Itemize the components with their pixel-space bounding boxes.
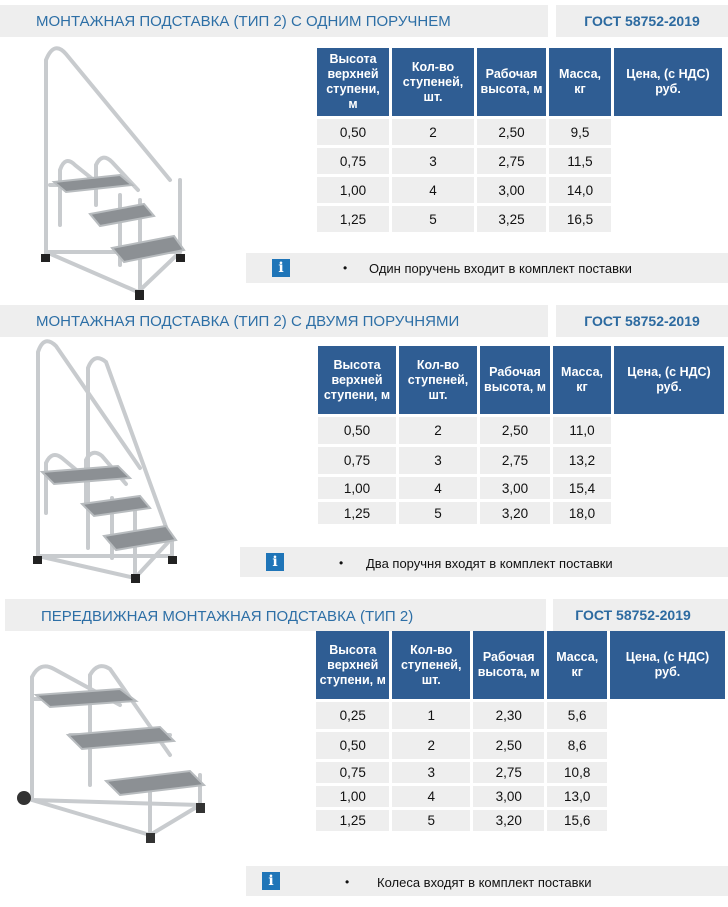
cell-work-height: 2,50 [480,417,550,444]
table-row [318,447,724,474]
cell-mass: 11,5 [549,148,611,174]
cell-height: 0,75 [317,148,389,174]
info-icon: i [262,872,280,890]
cell-mass: 5,6 [547,702,607,729]
cell-mass: 18,0 [553,502,611,524]
table-row [317,177,722,203]
cell-work-height: 3,00 [477,177,546,203]
table-row [317,119,722,145]
ladder-two-handrails-image [20,338,190,583]
cell-price [610,810,725,831]
cell-steps: 2 [392,119,474,145]
cell-mass: 15,4 [553,477,611,499]
cell-steps: 5 [392,206,474,232]
cell-steps: 2 [392,732,470,759]
cell-price [610,732,725,759]
cell-height: 0,75 [316,762,389,783]
cell-price [614,177,722,203]
cell-height: 0,25 [316,702,389,729]
cell-price [610,762,725,783]
cell-price [610,702,725,729]
col-header-price: Цена, (с НДС) руб. [610,631,725,699]
bullet-icon: • [345,875,350,889]
cell-steps: 4 [392,786,470,807]
cell-mass: 15,6 [547,810,607,831]
table-row [318,502,724,524]
table-row [316,786,725,807]
cell-steps: 2 [399,417,477,444]
spec-table [313,628,728,834]
cell-height: 0,50 [317,119,389,145]
cell-mass: 11,0 [553,417,611,444]
cell-work-height: 3,20 [480,502,550,524]
cell-price [614,447,724,474]
ladder-mobile-image [10,655,215,850]
table-row [316,732,725,759]
cell-height: 1,25 [318,502,396,524]
cell-price [614,119,722,145]
cell-work-height: 2,75 [477,148,546,174]
cell-work-height: 3,25 [477,206,546,232]
info-icon: i [266,553,284,571]
col-header-height: Высота верхней ступени, м [318,346,396,414]
gost-label: ГОСТ 58752-2019 [584,13,700,29]
cell-mass: 16,5 [549,206,611,232]
cell-work-height: 2,75 [480,447,550,474]
cell-price [614,502,724,524]
table-row [316,762,725,783]
col-header-steps: Кол-во ступеней, шт. [392,631,470,699]
col-header-price: Цена, (с НДС) руб. [614,346,724,414]
cell-height: 1,25 [316,810,389,831]
cell-mass: 14,0 [549,177,611,203]
cell-work-height: 2,50 [473,732,544,759]
col-header-work-height: Рабочая высота, м [480,346,550,414]
bullet-icon: • [339,556,344,570]
cell-mass: 13,0 [547,786,607,807]
cell-mass: 10,8 [547,762,607,783]
info-icon: i [272,259,290,277]
table-row [318,417,724,444]
cell-steps: 5 [399,502,477,524]
cell-work-height: 2,75 [473,762,544,783]
cell-work-height: 2,30 [473,702,544,729]
cell-mass: 9,5 [549,119,611,145]
col-header-work-height: Рабочая высота, м [473,631,544,699]
cell-height: 0,75 [318,447,396,474]
gost-label: ГОСТ 58752-2019 [575,607,691,623]
table-header-row [317,48,722,116]
col-header-height: Высота верхней ступени, м [316,631,389,699]
col-header-steps: Кол-во ступеней, шт. [399,346,477,414]
cell-steps: 4 [392,177,474,203]
bullet-icon: • [343,261,348,275]
table-row [318,477,724,499]
cell-steps: 1 [392,702,470,729]
col-header-mass: Масса, кг [547,631,607,699]
info-note-text: Колеса входят в комплект поставки [377,875,592,890]
cell-price [614,477,724,499]
cell-steps: 3 [399,447,477,474]
cell-height: 1,25 [317,206,389,232]
cell-price [614,417,724,444]
cell-steps: 4 [399,477,477,499]
cell-work-height: 3,00 [473,786,544,807]
table-row [317,206,722,232]
cell-steps: 5 [392,810,470,831]
cell-height: 1,00 [316,786,389,807]
cell-work-height: 2,50 [477,119,546,145]
cell-height: 0,50 [318,417,396,444]
cell-mass: 8,6 [547,732,607,759]
cell-price [614,148,722,174]
table-row [316,702,725,729]
section-title: МОНТАЖНАЯ ПОДСТАВКА (ТИП 2) С ДВУМЯ ПОРУЧНЯМИ [36,313,460,330]
cell-work-height: 3,00 [480,477,550,499]
table-header-row [316,631,725,699]
cell-steps: 3 [392,148,474,174]
cell-height: 0,50 [316,732,389,759]
cell-work-height: 3,20 [473,810,544,831]
gost-label: ГОСТ 58752-2019 [584,313,700,329]
col-header-mass: Масса, кг [553,346,611,414]
cell-height: 1,00 [318,477,396,499]
cell-mass: 13,2 [553,447,611,474]
section-title: МОНТАЖНАЯ ПОДСТАВКА (ТИП 2) С ОДНИМ ПОРУЧНЕМ [36,13,451,30]
col-header-height: Высота верхней ступени, м [317,48,389,116]
cell-height: 1,00 [317,177,389,203]
spec-table [315,343,727,527]
spec-table [314,45,725,235]
section-title: ПЕРЕДВИЖНАЯ МОНТАЖНАЯ ПОДСТАВКА (ТИП 2) [41,608,414,625]
col-header-steps: Кол-во ступеней, шт. [392,48,474,116]
table-row [317,148,722,174]
cell-price [614,206,722,232]
cell-price [610,786,725,807]
col-header-work-height: Рабочая высота, м [477,48,546,116]
col-header-price: Цена, (с НДС) руб. [614,48,722,116]
table-header-row [318,346,724,414]
col-header-mass: Масса, кг [549,48,611,116]
ladder-one-handrail-image [20,40,200,305]
cell-steps: 3 [392,762,470,783]
table-row [316,810,725,831]
info-note-text: Два поручня входят в комплект поставки [366,556,613,571]
info-note-text: Один поручень входит в комплект поставки [369,261,632,276]
